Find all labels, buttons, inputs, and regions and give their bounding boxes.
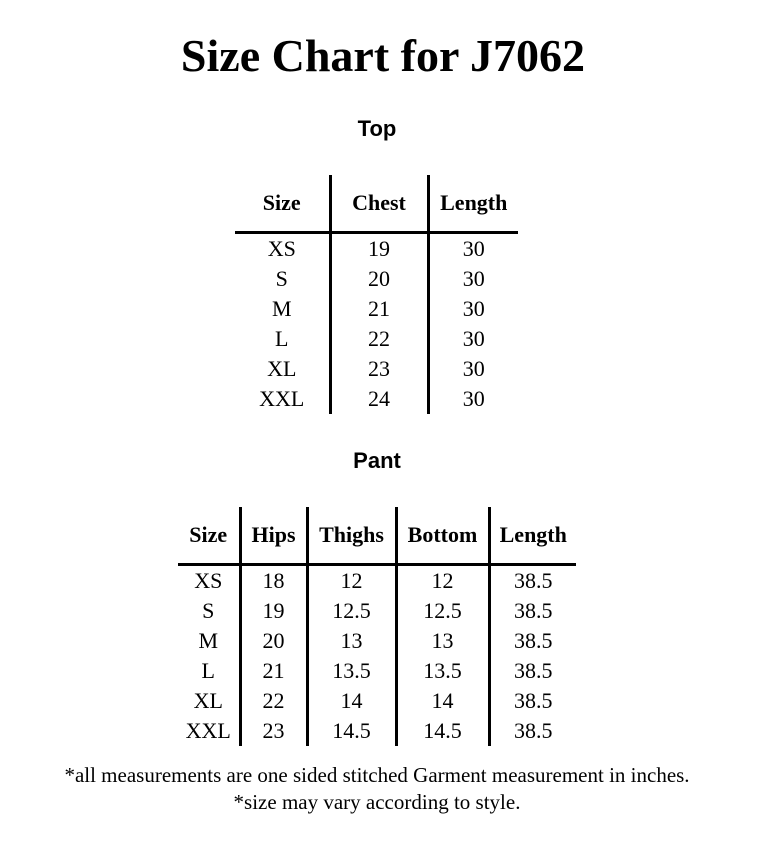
table-cell: 22 [330, 324, 428, 354]
table-cell: 14 [396, 686, 489, 716]
table-row [178, 626, 576, 656]
table-cell: XL [193, 687, 223, 713]
table-row [178, 656, 576, 686]
column-header-thighs: Thighs [307, 507, 396, 564]
table-row [178, 716, 576, 746]
table-cell: 30 [428, 324, 518, 354]
table-cell: 12 [396, 564, 489, 596]
table-cell: 38.5 [489, 626, 576, 656]
table-cell: L [201, 657, 215, 683]
column-header-chest: Chest [330, 175, 428, 232]
table-cell: M [271, 295, 292, 321]
table-cell: 20 [330, 264, 428, 294]
table-row [235, 264, 518, 294]
footnote-measurements: *all measurements are one sided stitched Garment measurement in inches. [64, 763, 690, 787]
table-cell: XXL [259, 385, 305, 411]
table-cell: 38.5 [489, 656, 576, 686]
top-section-heading: Top [357, 116, 397, 141]
table-cell: XL [267, 355, 297, 381]
column-header-size: Size [178, 507, 240, 564]
table-cell: 19 [240, 596, 307, 626]
table-cell: S [275, 265, 288, 291]
table-cell: XXL [185, 717, 231, 743]
table-cell: 30 [428, 384, 518, 414]
column-header-size: Size [235, 175, 330, 232]
table-row [178, 564, 576, 596]
table-cell: 21 [240, 656, 307, 686]
table-cell: 13 [307, 626, 396, 656]
table-cell: 30 [428, 264, 518, 294]
table-cell: 30 [428, 294, 518, 324]
table-cell: 30 [428, 354, 518, 384]
table-cell: 38.5 [489, 686, 576, 716]
table-cell: 12.5 [396, 596, 489, 626]
table-cell: 23 [240, 716, 307, 746]
table-cell: S [202, 597, 215, 623]
table-cell: 21 [330, 294, 428, 324]
table-cell: 14 [307, 686, 396, 716]
table-cell: XS [194, 567, 223, 593]
table-cell: 23 [330, 354, 428, 384]
column-header-bottom: Bottom [396, 507, 489, 564]
pant-table-body [178, 564, 576, 746]
table-cell: 20 [240, 626, 307, 656]
table-row [235, 354, 518, 384]
table-cell: 18 [240, 564, 307, 596]
page-title: Size Chart for J7062 [180, 30, 586, 81]
table-cell: 12 [307, 564, 396, 596]
table-cell: 24 [330, 384, 428, 414]
column-header-length: Length [428, 175, 518, 232]
table-cell: 19 [330, 232, 428, 264]
table-cell: M [198, 627, 219, 653]
footnotes [0, 762, 754, 816]
top-size-table [235, 175, 518, 414]
column-header-hips: Hips [240, 507, 307, 564]
table-cell: 13.5 [396, 656, 489, 686]
table-cell: L [275, 325, 289, 351]
table-row [235, 324, 518, 354]
table-cell: 14.5 [396, 716, 489, 746]
table-row [235, 294, 518, 324]
table-row [235, 232, 518, 264]
table-cell: 14.5 [307, 716, 396, 746]
table-cell: XS [267, 235, 296, 261]
table-cell: 38.5 [489, 716, 576, 746]
table-cell: 13.5 [307, 656, 396, 686]
pant-section-heading: Pant [353, 448, 401, 473]
table-cell: 22 [240, 686, 307, 716]
pant-size-table [178, 507, 576, 746]
table-row [178, 686, 576, 716]
table-cell: 30 [428, 232, 518, 264]
table-row [178, 596, 576, 626]
table-cell: 12.5 [307, 596, 396, 626]
table-cell: 38.5 [489, 596, 576, 626]
top-table-body [235, 232, 518, 414]
table-cell: 13 [396, 626, 489, 656]
column-header-length: Length [489, 507, 576, 564]
table-row [235, 384, 518, 414]
footnote-style-variance: *size may vary according to style. [233, 790, 521, 814]
table-cell: 38.5 [489, 564, 576, 596]
